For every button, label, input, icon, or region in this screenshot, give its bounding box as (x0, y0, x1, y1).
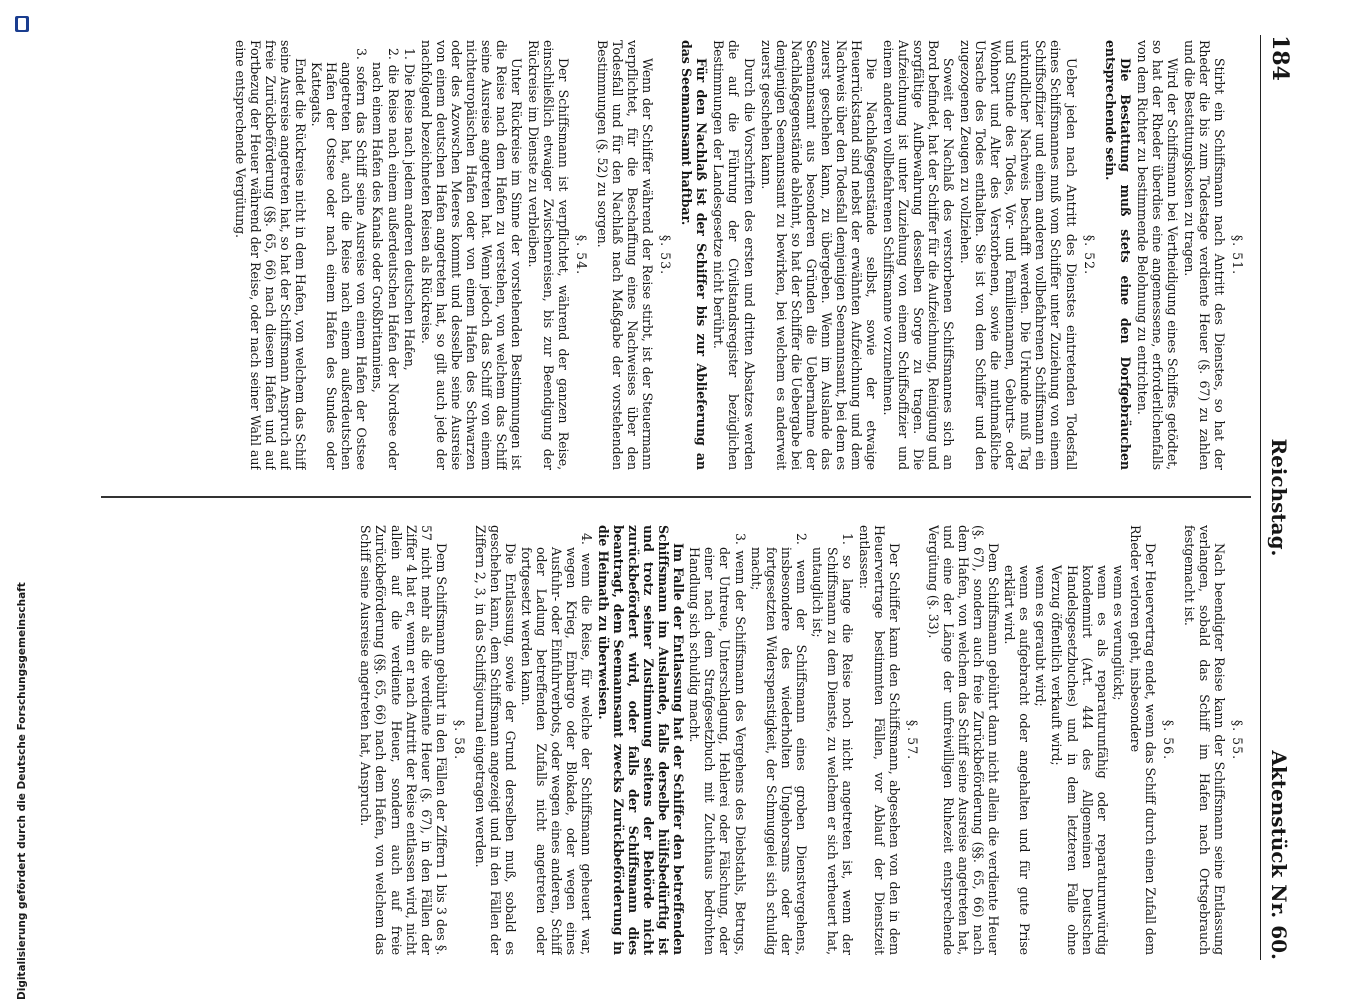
paragraph: Stirbt ein Schiffsmann nach Antritt des Dienstes, so hat der Rheder die bis zum Todestage verdiente Heuer (§. 67) zu zahlen und die Bestattungskosten zu tragen. (1181, 40, 1227, 470)
section-heading: §. 56. (1160, 719, 1176, 761)
paragraph: Nach beendigter Reise kann der Schiffsmann seine Entlassung verlangen, sobald das Schiff im Hafen nach Ortsgebrauch festgemacht ist. (1181, 525, 1227, 955)
dfg-logo-icon (15, 16, 29, 32)
left-column (101, 40, 1251, 470)
section-heading: §. 52. (1081, 234, 1097, 276)
section-heading: §. 58. (451, 719, 467, 761)
paragraph: Durch die Vorschriften des ersten und dritten Absatzes werden die auf die Führung der Civilstandsregister bezüglichen Bestimmungen der Landesgesetze nicht berührt. (711, 40, 757, 470)
list-item: 3. sofern das Schiff seine Ausreise von einem Hafen der Ostsee angetreten hat, auch die Reise nach einem außerdeutschen Hafen der Ostsee oder nach einem Hafen des Sundes oder Kattegats. (309, 48, 370, 470)
list-item: 1. Die Reise nach jedem anderen deutschen Hafen, (401, 48, 417, 371)
paragraph: Ueber jeden nach Antritt des Dienstes eintretenden Todesfall eines Schiffsmannes muß vom Schiffer unter Zuziehung von einem Schiffsoffizier und einem anderen vollbefahrenen Schiffsmann ein urkundlicher Nachweis beschafft werden. Die Urkunde muß Tag und Stunde des Todes, Vor- und Familiennamen, Geburts- oder Wohnort und Alter des Verstorbenen, sowie die muthmaßliche Ursache des Todes enthalten. Sie ist von dem Schiffer und den zugezogenen Zeugen zu vollziehen. (958, 40, 1079, 470)
list-item: 3. wenn der Schiffsmann des Vergehens des Diebstahls, Betrugs, der Untreue, Unterschlagung, Hehlerei oder Fälschung, oder einer nach dem Strafgesetzbuch mit Zuchthaus bedrohten Handlung sich schuldig macht. (687, 533, 748, 955)
paragraph: Im Falle der Entlassung hat der Schiffer den betreffenden Schiffsmann im Auslande, falls derselbe hülfsbedürftig ist und trotz seiner Zustimmung seitens der Behörde nicht zurückbefördert wird, oder falls der Schiffsmann dies beantragt, dem Seemannsamt zwecks Zurückbeförderung in die Heimath zu überweisen. (596, 525, 687, 955)
paragraph: Dem Schiffsmann gebührt dann nicht allein die verdiente Heuer (§. 67), sondern auch freie Zurückbeförderung (§§. 65, 66) nach dem Hafen, von welchem das Schiff seine Ausreise angetreten hat, und eine der Länge der unfreiwilligen Ruhezeit entsprechende Vergütung (§. 33). (926, 525, 1002, 955)
paragraph: Der Heuervertrag endet, wenn das Schiff durch einen Zufall dem Rheder verloren geht, insbesondere (1127, 525, 1158, 955)
paragraph: Die Entlassung, sowie der Grund derselben muß, sobald es geschehen kann, dem Schiffsmann angezeigt und in den Fällen der Ziffern 2, 3, in das Schiffsjournal eingetragen werden. (472, 525, 518, 955)
paragraph: Wird der Schiffsmann bei Vertheidigung eines Schiffes getödtet, so hat der Rheder überdies eine angemessene, erforderlichenfalls von dem Richter zu bestimmende Belohnung zu entrichten. (1134, 40, 1180, 470)
list-item: 2. die Reise nach einem außerdeutschen Hafen der Nordsee oder nach einem Hafen des Kanals oder Großbritanniens, (370, 48, 401, 470)
section-heading: §. 55. (1230, 719, 1245, 761)
header-title: Reichstag. (1267, 438, 1291, 557)
credit-strip (14, 0, 32, 1000)
section-heading: §. 57. (905, 719, 921, 761)
column-divider (101, 496, 1251, 498)
section-heading: §. 54. (574, 234, 590, 276)
indented-line: wenn es aufgebracht oder angehalten und für gute Prise erklärt wird. (1002, 565, 1033, 955)
digitization-credit: Digitalisierung gefördert durch die Deutsche Forschungsgemeinschaft (16, 582, 28, 1000)
paragraph: Soweit der Nachlaß des verstorbenen Schiffsmannes sich an Bord befindet, hat der Schiffer für die Aufzeichnung, Reinigung und sorgfältige Aufbewahrung desselben Sorge zu tragen. Die Aufzeichnung ist unter Zuziehung von einem Schiffsoffizier und einem anderen vollbefahrenen Schiffsmanne vorzunehmen. (880, 40, 957, 470)
paragraph: Endet die Rückreise nicht in dem Hafen, von welchem das Schiff seine Ausreise angetreten hat, so hat der Schiffsmann Anspruch auf freie Zurückbeförderung (§§. 65, 66) nach diesem Hafen und auf Fortbezug der Heuer während der Reise, oder nach seiner Wahl auf eine entsprechende Vergütung. (233, 40, 309, 470)
header-doc-ref: Aktenstück Nr. 60. (1267, 750, 1291, 960)
indented-line: wenn es geraubt wird; (1033, 565, 1049, 707)
running-head (1260, 35, 1301, 960)
list-item: 4. wenn die Reise, für welche der Schiffsmann geheuert war, wegen Krieg, Embargo oder Blokade, oder wegen eines Ausfuhr- oder Einfuhrverbots, oder wegen eines anderen, Schiff oder Ladung betreffenden Zufalls nicht angetreten oder fortgesetzt werden kann. (518, 533, 595, 955)
paragraph: Die Bestattung muß stets eine den Dorfgebräuchen entsprechende sein. (1102, 40, 1133, 470)
list-item: 2. wenn der Schiffsmann eines groben Dienstvergehens, insbesondere des wiederholten Ungehorsams oder der fortgesetzten Widerspenstigkeit, der Schmuggelei sich schuldig macht; (748, 533, 809, 955)
right-column (101, 525, 1251, 955)
indented-line: wenn es verunglückt; (1110, 565, 1126, 701)
paragraph: Der Schiffsmann ist verpflichtet, während der ganzen Reise, einschließlich etwaiger Zwischenreisen, bis zur Beendigung der Rückreise im Dienste zu verbleiben. (525, 40, 572, 470)
paragraph: Dem Schiffsmann gebührt in den Fällen der Ziffern 1 bis 3 des §. 57 nicht mehr als die verdiente Heuer (§. 67), in den Fällen der Ziffer 4 hat er, wenn er nach Antritt der Reise entlassen wird, nicht allein auf die verdiente Heuer, sondern auch auf freie Zurückbeförderung (§§. 65, 66) nach dem Hafen, von welchem das Schiff seine Ausreise angetreten hat, Anspruch. (358, 525, 449, 955)
paragraph: Unter Rückreise im Sinne der vorstehenden Bestimmungen ist die Reise nach dem Hafen zu verstehen, von welchem das Schiff seine Ausreise angetreten hat. Wenn jedoch das Schiff von einem nichteuropäischen Hafen oder von einem Hafen des Schwarzen oder des Azowschen Meeres kommt und desselbe seine Ausreise von einem deutschen Hafen angetreten hat, so gilt auch jede der nachfolgend bezeichneten Reisen als Rückreise. (418, 40, 524, 470)
page-number: 184 (1267, 35, 1293, 81)
paragraph: Wenn der Schiffer während der Reise stirbt, ist der Steuermann verpflichtet, für die Beschaffung eines Nachweises über den Todesfall und für den Nachlaß nach Maßgabe der vorstehenden Bestimmungen (§. 52) zu sorgen. (595, 40, 656, 470)
indented-line: wenn es als reparaturunfähig oder reparaturunwürdig kondemnirt (Art. 444 des Allgemeinen Deutschen Handelsgesetzbuches) und in dem letzteren Falle ohne Verzug öffentlich verkauft wird; (1049, 565, 1110, 955)
paragraph: Für den Nachlaß ist der Schiffer bis zur Ablieferung an das Seemannsamt haftbar. (679, 40, 710, 470)
section-heading: §. 53. (658, 234, 674, 276)
paragraph: Die Nachlaßgegenstände selbst, sowie der etwaige Heuerrückstand sind nebst der erwähnten Aufzeichnung und dem Nachweis über den Todesfall demjenigen Seemannsamt, bei dem es zuerst geschehen kann, zu übergeben. Wenn im Auslande das Seemannsamt aus besonderen Gründen die Uebernahme der Nachlaßgegenstände ablehnt, so hat der Schiffer die Uebergabe bei demjenigen Seemannsamt zu bewirken, bei welchem es anderweit zuerst geschehen kann. (758, 40, 879, 470)
paragraph: Der Schiffer kann den Schiffsmann, abgesehen von den in dem Heuervertrage bestimmten Fällen, vor Ablauf der Dienstzeit entlassen: (856, 525, 903, 955)
section-heading: §. 51. (1230, 234, 1245, 276)
list-item: 1. so lange die Reise noch nicht angetreten ist, wenn der Schiffsmann zu dem Dienste, zu welchem er sich verheuert hat, untauglich ist; (809, 533, 855, 955)
